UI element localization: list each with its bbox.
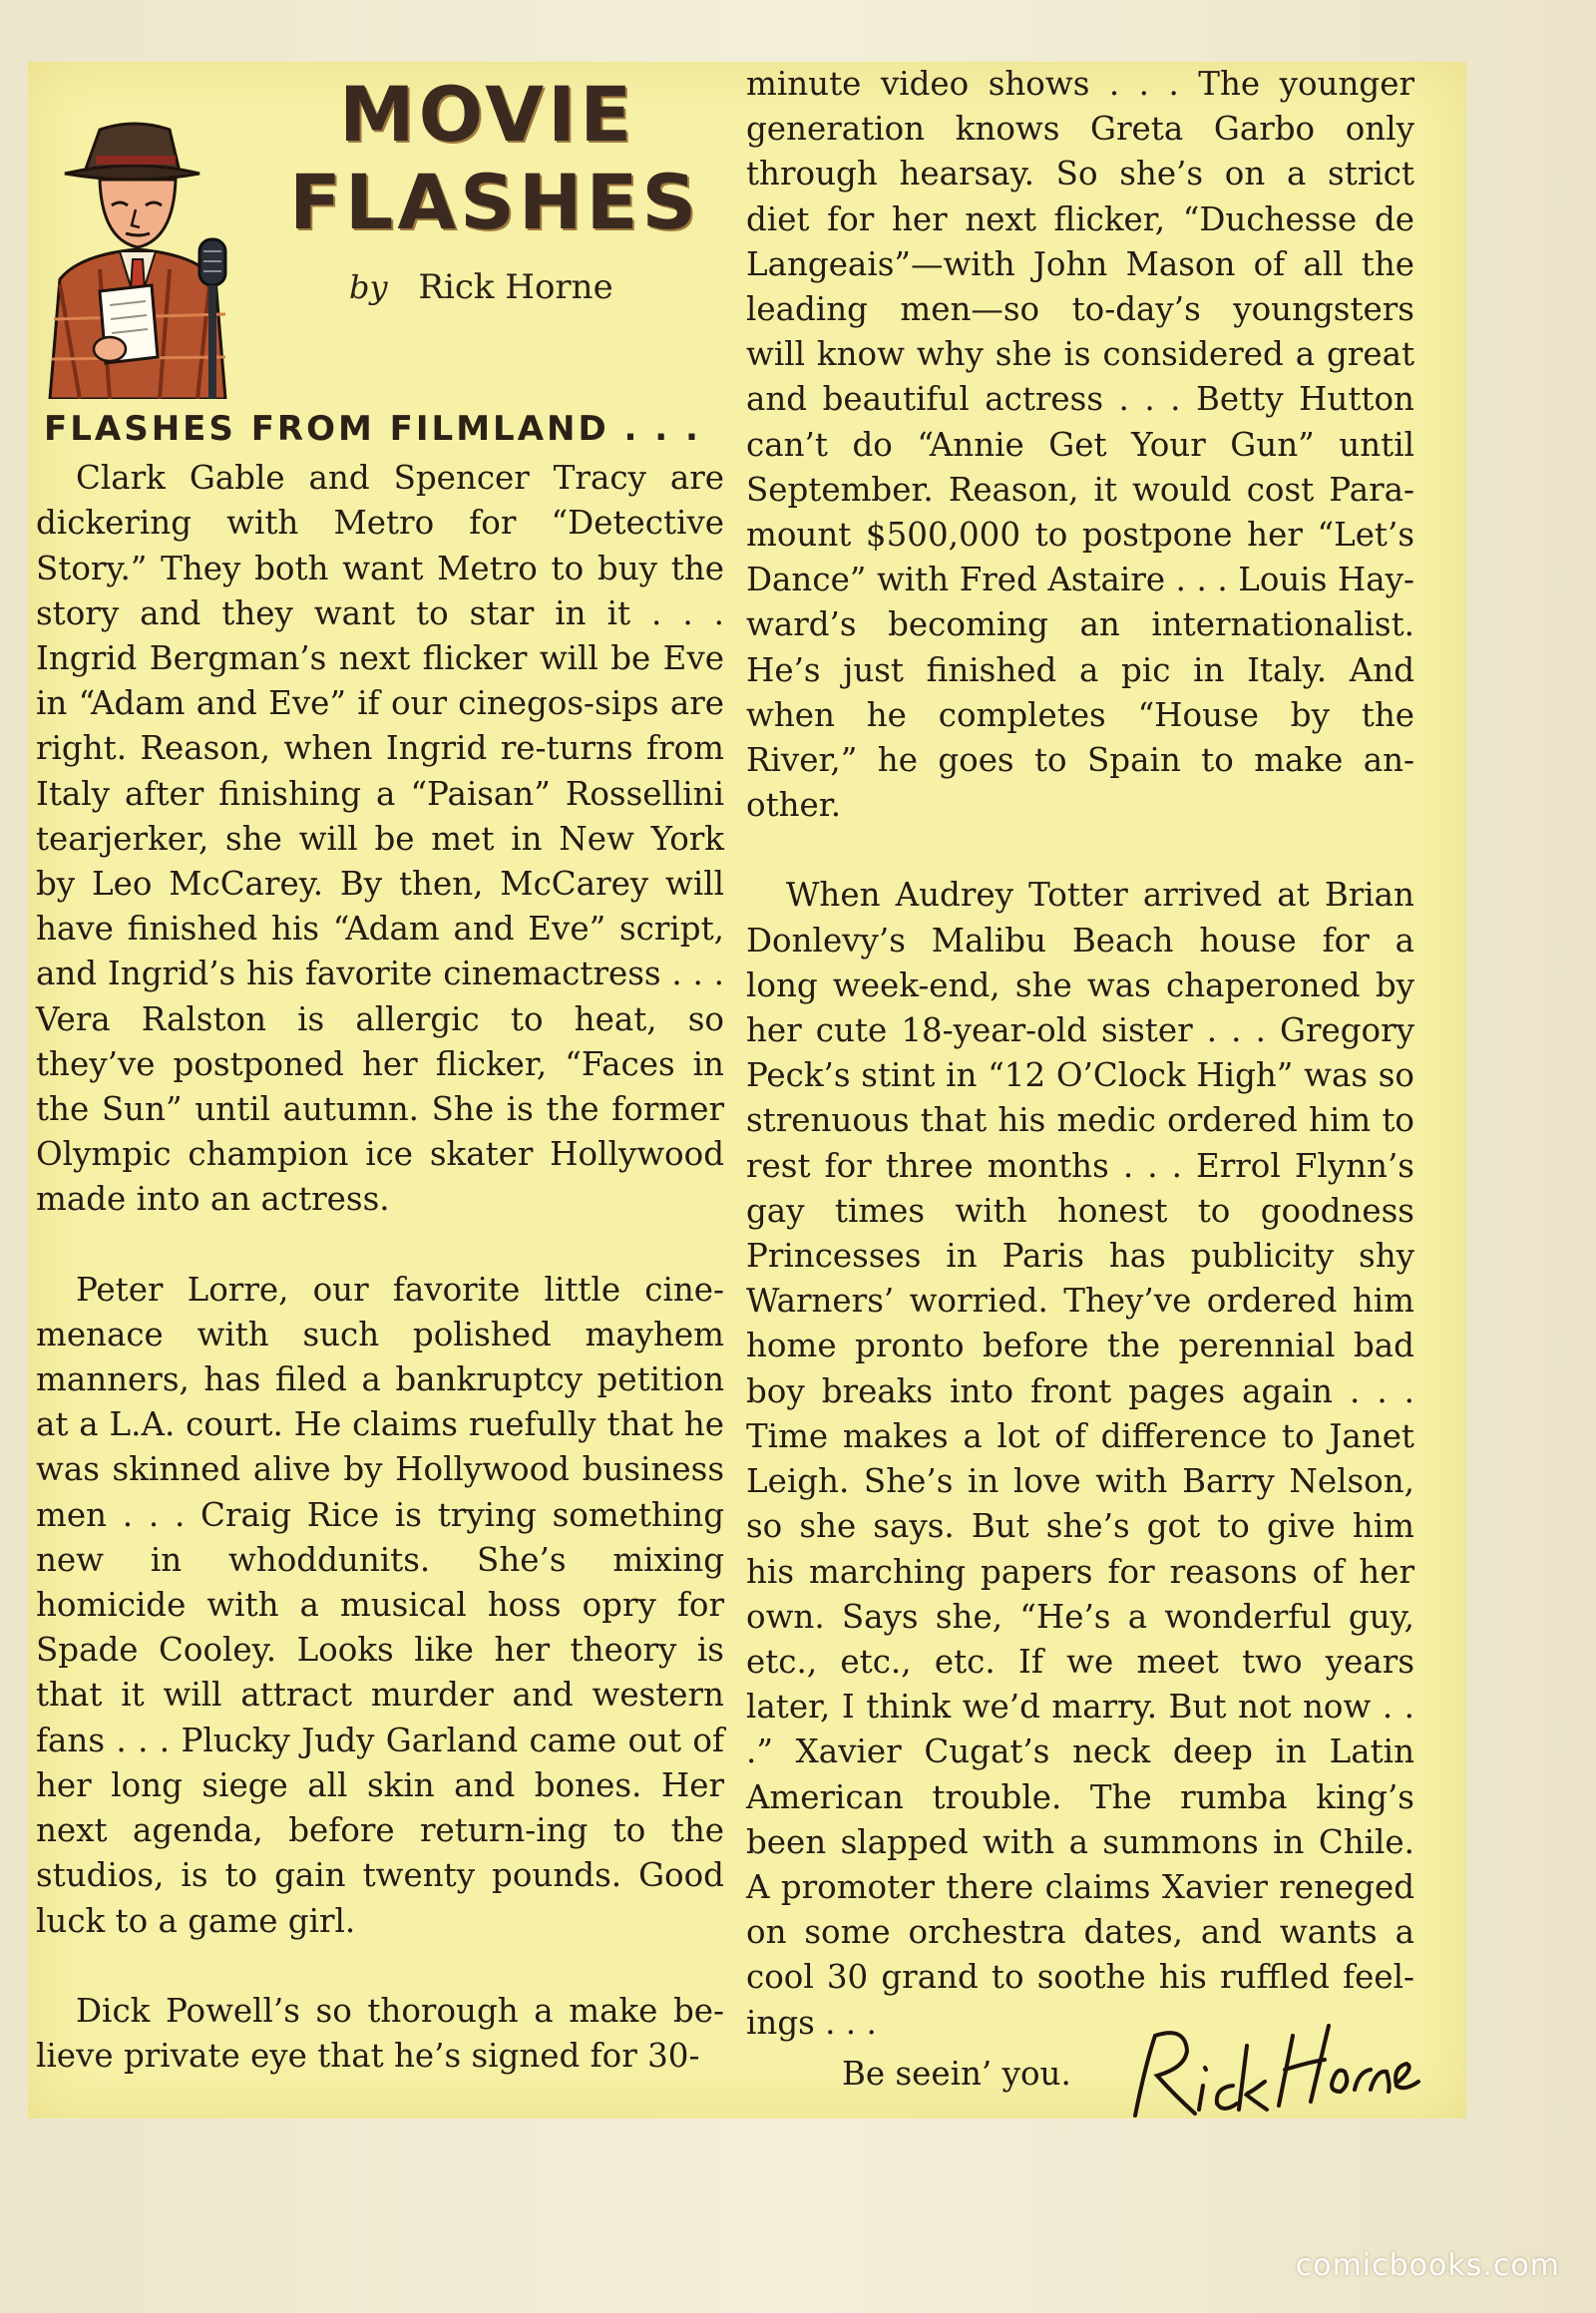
byline-by: by (349, 268, 388, 306)
closing-line (746, 2046, 1414, 2116)
paragraph: Dick Powell’s so thorough a make be-lieve private eye that he’s signed for 30- (36, 1991, 724, 2075)
byline (349, 267, 613, 307)
title-flashes: FLASHES (289, 158, 701, 246)
paragraph: Peter Lorre, our favorite little cine-menace with such polished mayhem manners, has filed a bankruptcy petition at a L.A. court. He claims ruefully that he was skinned alive by Hollywood business men . . . Craig Rice is trying something new in whoddunits. She’s mixing homicide with a musical hoss opry for Spade Cooley. Looks like her theory is that it will attract murder and western fans . . . Plucky Judy Garland came out of her long siege all skin and bones. Her next agenda, before return-ing to the studios, is to gain twenty pounds. Good luck to a game girl. (36, 1270, 724, 1940)
paragraph: Clark Gable and Spencer Tracy are dickering with Metro for “Detective Story.” They both want Metro to buy the story and they want to star in it . . . Ingrid Bergman’s next flicker will be Eve in “Adam and Eve” if our cinegos-sips are right. Reason, when Ingrid re-turns from Italy after finishing a “Paisan” Rossellini tearjerker, she will be met in New York by Leo McCarey. By then, McCarey will have finished his “Adam and Eve” script, and Ingrid’s his favorite cinemactress . . . Vera Ralston is allergic to heat, so they’ve postponed her flicker, “Faces in the Sun” until autumn. She is the former Olympic champion ice skater Hollywood made into an actress. (36, 459, 724, 1219)
paragraph: minute video shows . . . The younger generation knows Greta Garbo only through hearsay. So she’s on a strict diet for her next flicker, “Duchesse de Langeais”—with John Mason of all the leading men—so to-day’s youngsters will know why she is considered a great and beautiful actress . . . Betty Hutton can’t do “Annie Get Your Gun” until September. Reason, it would cost Para-mount $500,000 to postpone her “Let’s Dance” with Fred Astaire . . . Louis Hay-ward’s becoming an internationalist. He’s just finished a pic in Italy. And when he completes “House by the River,” he goes to Spain to make an-other. (746, 65, 1414, 825)
paragraph: When Audrey Totter arrived at Brian Donlevy’s Malibu Beach house for a long week-end, she was chaperoned by her cute 18-year-old sister . . . Gregory Peck’s stint in “12 O’Clock High” was so strenuous that his medic ordered him to rest for three months . . . Errol Flynn’s gay times with honest to goodness Princesses in Paris has publicity shy Warners’ worried. They’ve ordered him home pronto before the perennial bad boy breaks into front pages again . . . Time makes a lot of difference to Janet Leigh. She’s in love with Barry Nelson, so she says. But she’s got to give him his marching papers for reasons of her own. Says she, “He’s a wonderful guy, etc., etc., etc. If we meet two years later, I think we’d marry. But not now . . .” Xavier Cugat’s neck deep in Latin American trouble. The rumba king’s been slapped with a summons in Chile. A promoter there claims Xavier reneged on some orchestra dates, and wants a cool 30 grand to soothe his ruffled feel-ings . . . (746, 876, 1414, 2042)
closing-text: Be seein’ you. (842, 2054, 1071, 2093)
signature-rick-horne (1115, 2006, 1424, 2135)
right-column (746, 62, 1414, 2116)
section-heading: FLASHES FROM FILMLAND . . . (44, 409, 701, 449)
article-header (40, 70, 728, 399)
announcer-illustration (40, 110, 249, 399)
watermark: comicbooks.com (1295, 2248, 1560, 2283)
title-movie: MOVIE (339, 70, 636, 159)
byline-author: Rick Horne (418, 267, 613, 307)
left-column (36, 407, 724, 2079)
